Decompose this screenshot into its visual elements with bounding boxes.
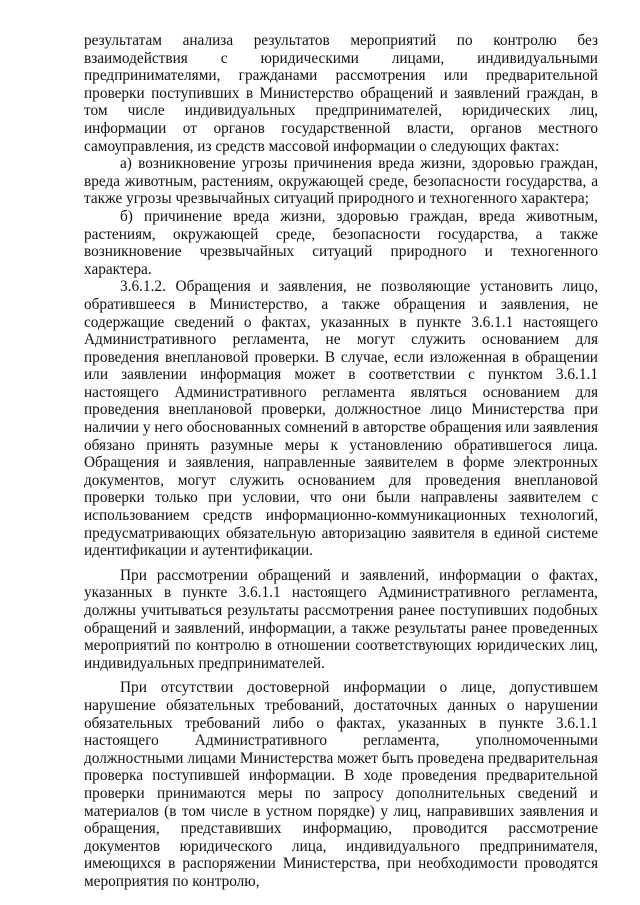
paragraph-consideration: При рассмотрении обращений и заявлений, информации о фактах, указанных в пункте 3.6.1.1 настоящего Административного регламента, должны учитываться результаты рассмотрения ранее поступивших подобных обращений и заявлений, информации, а также результаты ранее проведенных мероприятий по контролю в отношении соответствующих юридических лиц, индивидуальных предпринимателей. <box>84 566 598 672</box>
document-page <box>84 32 598 891</box>
paragraph-intro: результатам анализа результатов мероприятий по контролю без взаимодействия с юридическими лицами, индивидуальными предпринимателями, гражданами рассмотрения или предварительной проверки поступивших в Министерство обращений и заявлений граждан, в том числе индивидуальных предпринимателей, юридических лиц, информации от органов государственной власти, органов местного самоуправления, из средств массовой информации о следующих фактах: <box>84 32 598 155</box>
paragraph-preliminary-check: При отсутствии достоверной информации о лице, допустившем нарушение обязательных требований, достаточных данных о нарушении обязательных требований либо о фактах, указанных в пункте 3.6.1.1 настоящего Административного регламента, уполномоченными должностными лицами Министерства может быть проведена предварительная проверка поступившей информации. В ходе проведения предварительной проверки принимаются меры по запросу дополнительных сведений и материалов (в том числе в устном порядке) у лиц, направивших заявления и обращения, представивших информацию, проводится рассмотрение документов юридического лица, индивидуального предпринимателя, имеющихся в распоряжении Министерства, при необходимости проводятся мероприятия по контролю, <box>84 679 598 890</box>
paragraph-3-6-1-2: 3.6.1.2. Обращения и заявления, не позволяющие установить лицо, обратившееся в Министерство, а также обращения и заявления, не содержащие сведений о фактах, указанных в пункте 3.6.1.1 настоящего Административного регламента, не могут служить основанием для проведения внеплановой проверки. В случае, если изложенная в обращении или заявлении информация может в соответствии с пунктом 3.6.1.1 настоящего Административного регламента являться основанием для проведения внеплановой проверки, должностное лицо Министерства при наличии у него обоснованных сомнений в авторстве обращения или заявления обязано принять разумные меры к установлению обратившегося лица. Обращения и заявления, направленные заявителем в форме электронных документов, могут служить основанием для проведения внеплановой проверки только при условии, что они были направлены заявителем с использованием средств информационно-коммуникационных технологий, предусматривающих обязательную авторизацию заявителя в единой системе идентификации и аутентификации. <box>84 278 598 560</box>
paragraph-item-b: б) причинение вреда жизни, здоровью граждан, вреда животным, растениям, окружающей среде, безопасности государства, а также возникновение чрезвычайных ситуаций природного и техногенного характера. <box>84 207 598 278</box>
paragraph-item-a: а) возникновение угрозы причинения вреда жизни, здоровью граждан, вреда животным, растениям, окружающей среде, безопасности государства, а также угрозы чрезвычайных ситуаций природного и техногенного характера; <box>84 155 598 208</box>
